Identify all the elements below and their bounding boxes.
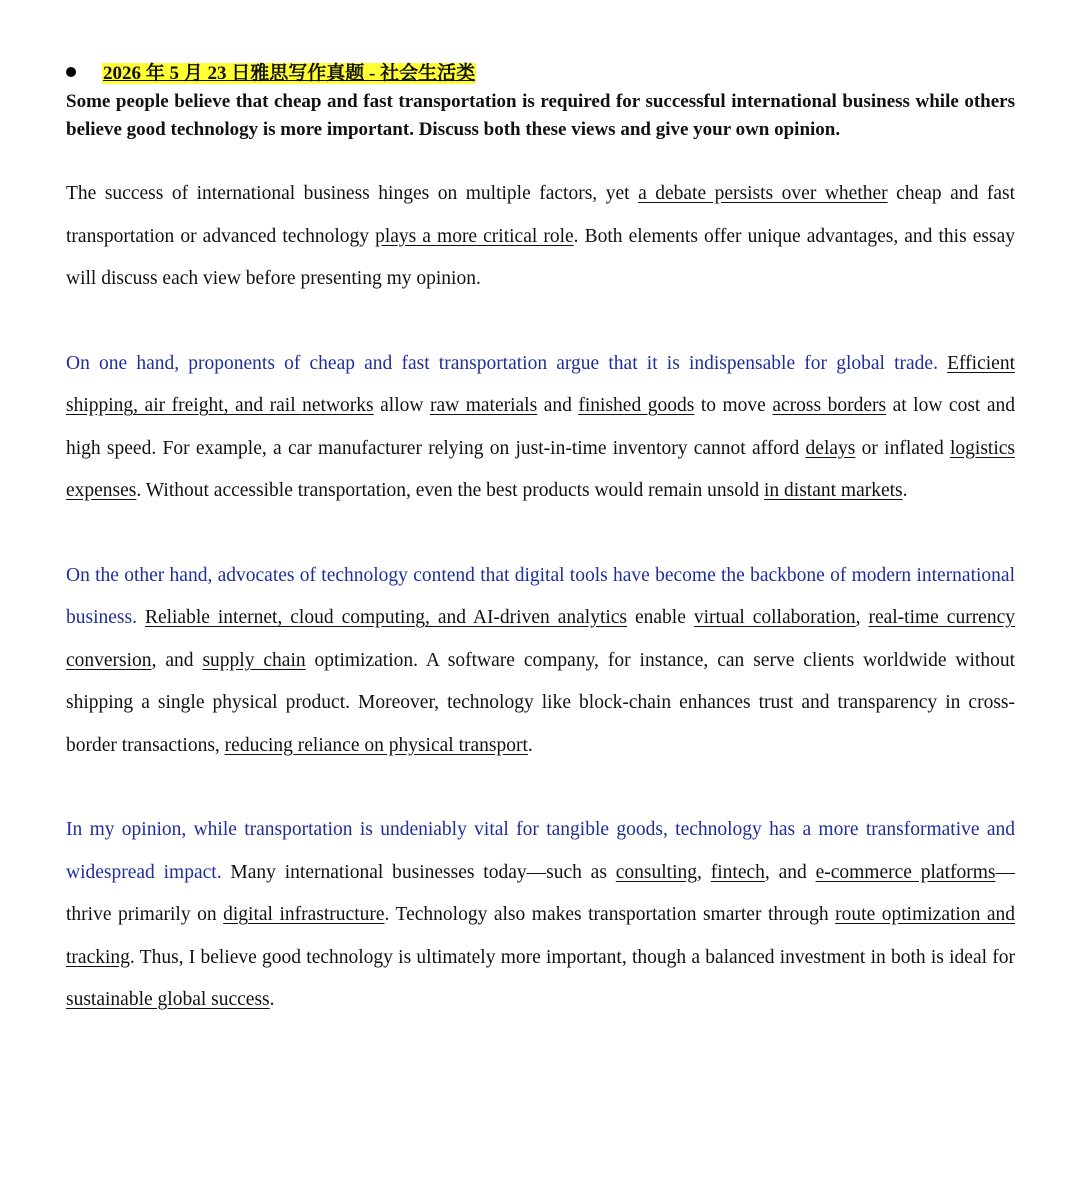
document-page [66,60,1015,1022]
topic-sentence: In my opinion, while transportation is undeniably vital for tangible goods, technology has a more transformative and widespread impact. [66,819,1015,883]
text-run: . Technology also makes transportation smarter through [384,904,836,925]
paragraph-body-technology [66,555,1015,768]
topic-sentence: On the other hand, advocates of technology contend that digital tools have become the backbone of modern international business. [66,564,1015,628]
text-run: enable [627,607,694,628]
underlined-phrase: a debate persists over whether [638,183,888,204]
underlined-phrase: supply chain [202,649,306,671]
text-run: , [855,607,869,628]
underlined-phrase: Reliable internet, cloud computing, and AI-driven analytics [144,607,628,628]
underlined-phrase: reducing reliance on physical transport [224,734,528,756]
text-run: , and [764,861,816,883]
underlined-phrase: sustainable global success [66,989,270,1010]
text-run: at low cost and high speed. For example, a car manufacturer relying on just-in-time inventory cannot afford [66,395,1016,459]
text-run: . [902,480,908,501]
text-run: . [527,734,533,756]
underlined-phrase: delays [805,437,856,459]
bullet-icon [66,67,76,77]
text-run: . Thus, I believe good technology is ultimately more important, though a balanced investment in both is ideal for [129,946,1015,968]
underlined-phrase: Efficient shipping, air freight, and rail networks [66,352,1015,416]
text-run [137,607,145,628]
text-run: cheap and fast transportation or advanced technology [66,183,1015,247]
text-run: The success of international business hinges on multiple factors, yet [66,183,639,204]
title-line [66,60,1015,88]
underlined-phrase: in distant markets [764,480,903,501]
text-run: . [269,989,275,1010]
text-run: , [697,861,711,883]
paragraph-conclusion [66,809,1015,1022]
text-run: to move [694,395,773,416]
underlined-phrase: route optimization and tracking [66,904,1015,968]
underlined-phrase: fintech [710,861,765,883]
text-run: allow [373,395,430,416]
underlined-phrase: plays a more critical role [375,225,574,247]
underlined-phrase: e-commerce platforms [815,861,996,883]
underlined-phrase: finished goods [578,395,695,416]
text-run: , and [151,649,203,671]
page-title: 2026 年 5 月 23 日雅思写作真题 - 社会生活类 [103,63,476,84]
text-run: —thrive primarily on [66,861,1015,925]
text-run [938,353,947,374]
text-run: and [537,395,579,416]
underlined-phrase: digital infrastructure [223,904,385,925]
essay-question: Some people believe that cheap and fast transportation is required for successful international business while others believe good technology is more important. Discuss both these views and give your own opinion. [66,91,1015,140]
paragraph-introduction [66,173,1015,301]
underlined-phrase: across borders [772,395,887,416]
underlined-phrase: logistics expenses [66,437,1015,501]
paragraph-body-transportation [66,343,1015,513]
text-run: . Both elements offer unique advantages, and this essay will discuss each view before presenting my opinion. [66,225,1015,289]
underlined-phrase: raw materials [429,395,538,416]
underlined-phrase: virtual collaboration [693,607,856,628]
text-run: Many international businesses today—such as [221,861,616,883]
underlined-phrase: consulting [615,861,698,883]
text-run: or inflated [855,437,950,459]
text-run: optimization. A software company, for instance, can serve clients worldwide without shipping a single physical product. Moreover, technology like block-chain enhances trust and transparency in cross-border transactions, [66,649,1016,756]
text-run: . Without accessible transportation, even the best products would remain unsold [136,480,764,501]
topic-sentence: On one hand, proponents of cheap and fast transportation argue that it is indispensable for global trade. [66,352,938,374]
underlined-phrase: real-time currency conversion [66,607,1015,671]
